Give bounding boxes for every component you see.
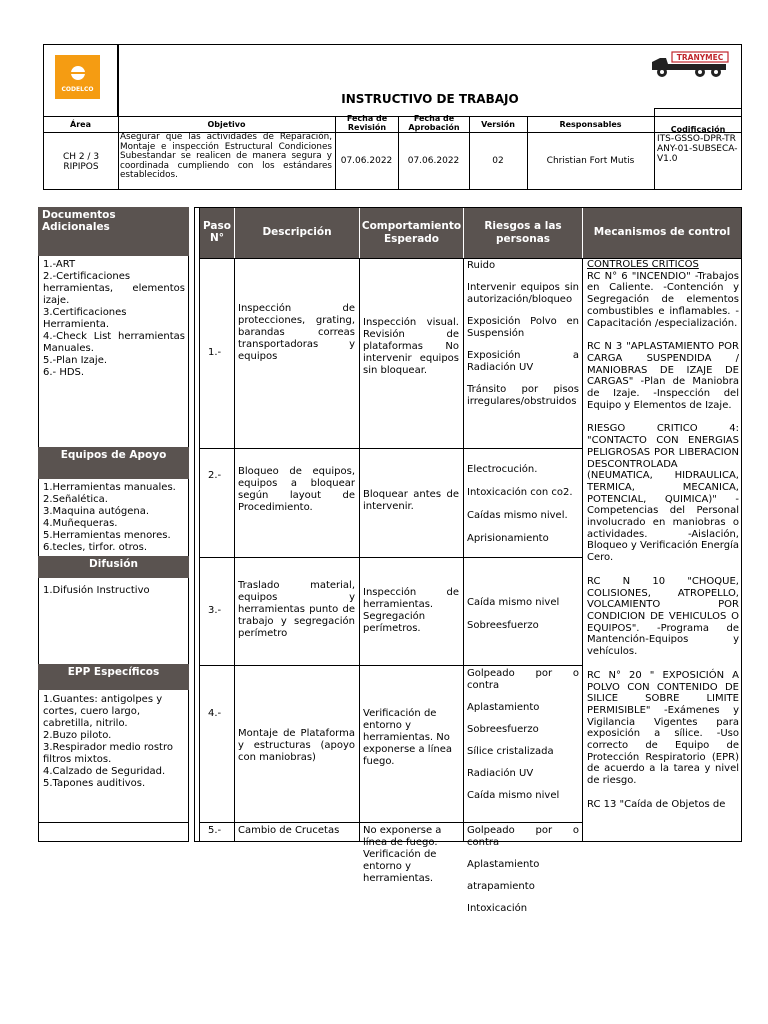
mecanismos-control [587, 259, 739, 841]
row-2-paso: 2.- [208, 470, 222, 481]
list-item: 6.tecles, tirfor. otros. [43, 542, 148, 553]
control-block: RC N 10 "CHOQUE, COLISIONES, ATROPELLO, VOLCAMIENTO POR CONDICION DE VEHICULOS O EQUIPOS". -Programa de Mantención-Equipos y vehículos. [587, 575, 739, 658]
row-5-comportamiento: No exponerse a línea de fuego. Verificación de entorno y herramientas. [363, 825, 442, 884]
riesgo-item: Exposición a Radiación UV [467, 350, 579, 373]
riesgo-item: Ruido [467, 260, 496, 271]
header-label-fecha-revision: Fecha de Revisión [346, 114, 388, 132]
epp-title: EPP Específicos [67, 666, 160, 678]
list-item: 6.- HDS. [43, 367, 85, 378]
control-block: RIESGO CRITICO 4: "CONTACTO CON ENERGIAS PELIGROSAS POR LIBERACION DESCONTROLADA (NEUMATICA, HIDRAULICA, TERMICA, MECANICA, POTENCIAL, QUIMICA)" -Competencias del Personal involucrado en maniobras o actividades. -Aislación, Bloqueo y Verificación Energía Cero. [587, 423, 739, 564]
equipos-title: Equipos de Apoyo [60, 449, 167, 461]
control-block: RC N° 6 "INCENDIO" -Trabajos en Caliente. -Contención y Segregación de elementos combustibles e inflamables. -Capacitación /especialización. [587, 270, 739, 329]
row-5-descripcion: Cambio de Crucetas [238, 825, 340, 836]
riesgo-item: Exposición Polvo en Suspensión [467, 316, 579, 339]
riesgo-item: Golpeado por o contra [467, 825, 579, 848]
row-5-paso: 5.- [208, 825, 222, 836]
list-item: 1.Difusión Instructivo [43, 585, 150, 596]
riesgo-item: Tránsito por pisos irregulares/obstruidos [467, 384, 579, 407]
row-4-comportamiento: Verificación de entorno y herramientas. No exponerse a línea fuego. [363, 708, 452, 767]
row-1-comportamiento: Inspección visual. Revisión de plataformas No intervenir equipos sin bloquear. [363, 317, 459, 376]
list-item: 3.Respirador medio rostro filtros mixtos. [43, 742, 173, 765]
epp-list [43, 694, 185, 790]
header-label-codificacion: Codificación [670, 125, 726, 134]
codificacion-value: ITS-GSSO-DPR-TRANY-01-SUBSECA-V1.0 [657, 134, 738, 164]
control-block: RC N 3 "APLASTAMIENTO POR CARGA SUSPENDIDA / MANIOBRAS DE IZAJE DE CARGAS" -Plan de Maniobra de Izaje. -Inspección del Equipo y Elementos de Izaje. [587, 341, 739, 411]
row-2-comportamiento: Bloquear antes de intervenir. [363, 489, 459, 512]
riesgo-item: Radiación UV [467, 768, 534, 779]
mecanismos-heading: CONTROLES CRITICOS [587, 259, 699, 270]
sidebar-epp-header [38, 664, 189, 690]
row-3-paso: 3.- [208, 605, 222, 616]
list-item: 5.Herramientas menores. [43, 530, 171, 541]
row-3-comportamiento: Inspección de herramientas. Segregación perímetros. [363, 587, 459, 634]
sidebar-difusion-header [38, 556, 189, 578]
col-header-descripcion: Descripción [235, 208, 359, 258]
list-item: 1.Herramientas manuales. [43, 482, 176, 493]
col-header-mecanismos: Mecanismos de control [583, 208, 741, 258]
tranymec-truck-logo [648, 50, 730, 80]
riesgo-item: Aplastamiento [467, 859, 540, 870]
row-2-descripcion: Bloqueo de equipos, equipos a bloquear según layout de Procedimiento. [238, 466, 355, 513]
riesgo-item: Intervenir equipos sin autorización/bloqueo [467, 282, 579, 305]
equipos-list [43, 482, 185, 554]
col-header-paso: Paso N° [200, 208, 234, 258]
riesgo-item: Sobreesfuerzo [467, 620, 539, 631]
header-label-objetivo: Objetivo [207, 120, 246, 129]
riesgo-item: Caídas mismo nivel. [467, 510, 568, 521]
header-label-fecha-aprobacion: Fecha de Aprobación [408, 114, 460, 132]
col-header-riesgos: Riesgos a las personas [464, 208, 582, 258]
sidebar-equipos-header [38, 447, 189, 479]
header-label-area: Área [70, 120, 91, 129]
row-4-paso: 4.- [208, 708, 222, 719]
svg-text:TRANYMEC: TRANYMEC [676, 53, 724, 62]
row-1-riesgos [467, 260, 579, 408]
riesgo-item: Aplastamiento [467, 702, 540, 713]
documentos-list [43, 259, 185, 379]
riesgo-item: Golpeado por o contra [467, 668, 579, 691]
row-4-descripcion: Montaje de Plataforma y estructuras (apoyo con maniobras) [238, 728, 355, 763]
riesgo-item: Caída mismo nivel [467, 790, 560, 801]
list-item: 4.Calzado de Seguridad. [43, 766, 166, 777]
fecha-revision-value: 07.06.2022 [340, 156, 393, 166]
fecha-aprobacion-value: 07.06.2022 [407, 156, 460, 166]
list-item: 2.Señalética. [43, 494, 108, 505]
riesgo-item: Intoxicación con co2. [467, 487, 573, 498]
row-3-descripcion: Traslado material, equipos y herramientas punto de trabajo y segregación perímetro [238, 580, 355, 639]
version-value: 02 [492, 156, 504, 166]
list-item: 4.Muñequeras. [43, 518, 118, 529]
row-1-descripcion: Inspección de protecciones, grating, barandas correas transportadoras y equipos [238, 303, 355, 362]
header-label-responsables: Responsables [559, 120, 622, 129]
difusion-list [43, 585, 185, 597]
header-label-version: Versión [481, 120, 515, 129]
list-item: 5.-Plan Izaje. [43, 355, 108, 366]
list-item: 5.Tapones auditivos. [43, 778, 146, 789]
riesgo-item: Sobreesfuerzo [467, 724, 539, 735]
riesgo-item: Electrocución. [467, 464, 538, 475]
responsables-value: Christian Fort Mutis [546, 156, 635, 166]
riesgo-item: Aprisionamiento [467, 533, 549, 544]
sidebar-documentos-header [38, 207, 189, 256]
row-5-riesgos [467, 825, 579, 914]
objetivo-value: Asegurar que las actividades de Reparación, Montaje e inspección Estructural Condiciones Subestandar se realicen de manera segura y coordinada cumpliendo con los estándares establecidos. [120, 132, 332, 181]
riesgo-item: atrapamiento [467, 881, 535, 892]
list-item: 1.Guantes: antigolpes y cortes, cuero largo, cabretilla, nitrilo. [43, 694, 163, 729]
documentos-title: Documentos Adicionales [42, 209, 116, 233]
list-item: 2.-Certificaciones herramientas, elementos izaje. [43, 271, 185, 306]
row-2-riesgos [467, 464, 579, 545]
list-item: 4.-Check List herramientas Manuales. [43, 331, 185, 354]
list-item: 3.Maquina autógena. [43, 506, 150, 517]
riesgo-item: Sílice cristalizada [467, 746, 554, 757]
riesgo-item: Intoxicación [467, 903, 528, 914]
list-item: 2.Buzo piloto. [43, 730, 112, 741]
difusion-title: Difusión [89, 558, 138, 570]
riesgo-item: Caída mismo nivel [467, 597, 560, 608]
area-value: CH 2 / 3 RIPIPOS [62, 152, 100, 172]
row-4-riesgos [467, 668, 579, 802]
control-block: RC 13 "Caída de Objetos de [587, 798, 726, 810]
row-3-riesgos [467, 597, 579, 632]
list-item: 3.Certificaciones Herramienta. [43, 307, 127, 330]
document-title: INSTRUCTIVO DE TRABAJO [341, 92, 519, 106]
list-item: 1.-ART [43, 259, 76, 270]
control-block: RC N° 20 " EXPOSICIÓN A POLVO CON CONTENIDO DE SILICE SOBRE LIMITE PERMISIBLE" -Exámenes y Vigilancia Vigentes para exposición a sílice. -Uso correcto de Equipo de Protección Respiratorio (EPR) de acuerdo a la tarea y nivel de riesgo. [587, 669, 739, 787]
col-header-comportamiento: Comportamiento Esperado [360, 208, 463, 258]
row-1-paso: 1.- [208, 347, 222, 358]
codelco-logo: CODELCO [55, 55, 100, 99]
